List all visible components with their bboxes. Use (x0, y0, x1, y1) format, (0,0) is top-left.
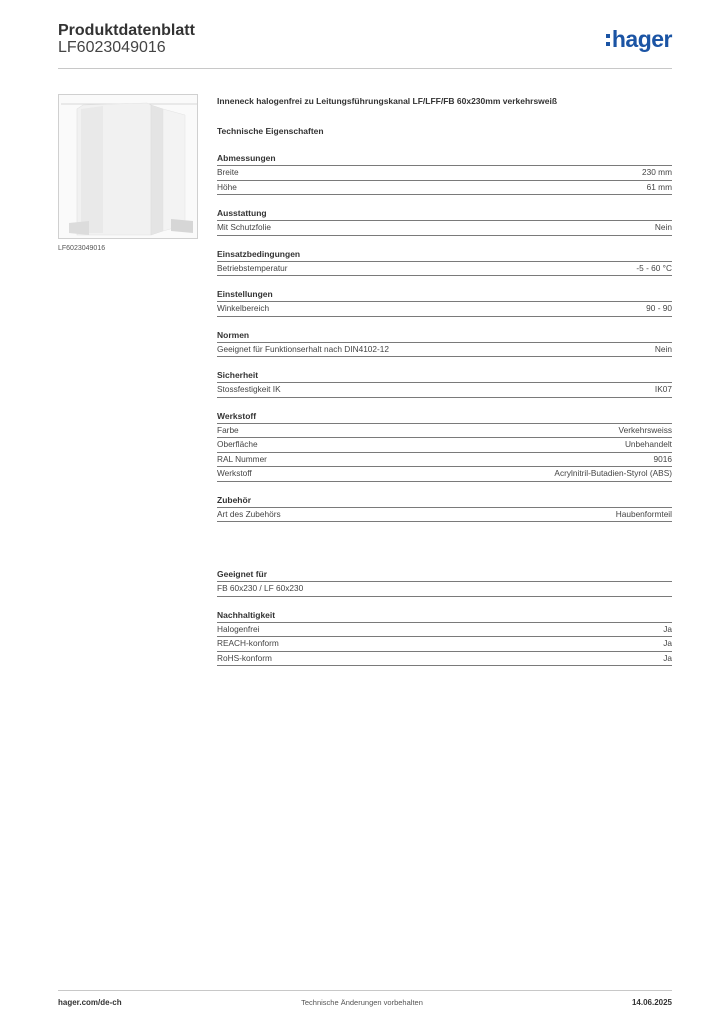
row-value: 230 mm (642, 167, 672, 177)
group-title: Zubehör (217, 494, 672, 508)
footer-website[interactable]: hager.com/de-ch (58, 998, 122, 1007)
group-title: Sicherheit (217, 369, 672, 383)
row-value: Ja (663, 652, 672, 663)
spec-groups (217, 152, 672, 522)
row-value: IK07 (654, 384, 672, 394)
row-value: 90 - 90 (646, 303, 672, 313)
row-label: Breite (217, 167, 239, 177)
footer-note: Technische Änderungen vorbehalten (301, 998, 423, 1007)
spec-row (217, 582, 672, 597)
document-title: Produktdatenblatt (58, 22, 195, 39)
logo-text: hager (611, 26, 672, 52)
row-label: Farbe (217, 424, 239, 435)
spec-row (217, 221, 672, 236)
group-title: Einstellungen (217, 288, 672, 302)
spec-row (217, 343, 672, 358)
spec-row (217, 508, 672, 523)
group-title: Geeignet für (217, 568, 672, 582)
spec-group (217, 288, 672, 317)
corner-piece-icon (59, 95, 198, 239)
row-label: Halogenfrei (217, 623, 260, 634)
row-label: Werkstoff (217, 468, 252, 478)
row-label: Geeignet für Funktionserhalt nach DIN4102-12 (217, 343, 390, 354)
row-value: Unbehandelt (624, 439, 672, 449)
row-label: Oberfläche (217, 439, 258, 449)
row-label: Winkelbereich (217, 303, 270, 313)
tech-properties-heading: Technische Eigenschaften (217, 126, 324, 136)
spec-group (217, 152, 672, 195)
group-title: Ausstattung (217, 207, 672, 221)
group-title: Nachhaltigkeit (217, 609, 672, 623)
spec-row (217, 383, 672, 398)
product-image (58, 94, 198, 239)
row-label: Höhe (217, 181, 237, 192)
row-value: Nein (654, 222, 672, 232)
row-value: Ja (663, 638, 672, 648)
row-label: RAL Nummer (217, 453, 267, 464)
row-label: Betriebstemperatur (217, 262, 288, 273)
row-value: Haubenformteil (615, 508, 672, 519)
spec-row (217, 166, 672, 181)
row-value: -5 - 60 °C (636, 262, 672, 273)
row-label: REACH-konform (217, 638, 279, 648)
hager-logo (606, 26, 672, 53)
row-value: 9016 (653, 453, 672, 464)
row-label: Mit Schutzfolie (217, 222, 271, 232)
spec-group (217, 329, 672, 358)
group-title: Abmessungen (217, 152, 672, 166)
row-value: Verkehrsweiss (618, 424, 672, 435)
spec-group (217, 494, 672, 523)
spec-group (217, 248, 672, 277)
row-value: Acrylnitril-Butadien-Styrol (ABS) (554, 468, 672, 478)
row-label: RoHS-konform (217, 652, 272, 663)
spec-row (217, 262, 672, 277)
row-label: FB 60x230 / LF 60x230 (217, 583, 304, 593)
header-divider (58, 68, 672, 69)
spec-row (217, 453, 672, 468)
article-number: LF6023049016 (58, 39, 166, 56)
spec-row (217, 438, 672, 453)
group-title: Werkstoff (217, 410, 672, 424)
spec-row (217, 623, 672, 638)
footer-divider (58, 990, 672, 991)
spec-row (217, 637, 672, 652)
row-value: 61 mm (646, 181, 672, 192)
spec-row (217, 652, 672, 667)
sustainability-group (217, 609, 672, 667)
suitable-for-group (217, 568, 672, 597)
row-value: Ja (663, 623, 672, 634)
logo-colon-icon (606, 31, 611, 47)
row-label: Art des Zubehörs (217, 508, 281, 519)
spec-group (217, 410, 672, 482)
spec-row (217, 424, 672, 439)
spec-group (217, 369, 672, 398)
product-description: Inneneck halogenfrei zu Leitungsführungskanal LF/LFF/FB 60x230mm verkehrsweiß (217, 96, 558, 106)
spec-row (217, 467, 672, 482)
spec-content (217, 96, 672, 678)
image-caption: LF6023049016 (58, 245, 106, 252)
footer-date: 14.06.2025 (631, 998, 672, 1007)
spec-group (217, 207, 672, 236)
row-label: Stossfestigkeit IK (217, 384, 281, 394)
spec-row (217, 181, 672, 196)
spec-row (217, 302, 672, 317)
group-title: Normen (217, 329, 672, 343)
group-title: Einsatzbedingungen (217, 248, 672, 262)
row-value: Nein (654, 343, 672, 354)
